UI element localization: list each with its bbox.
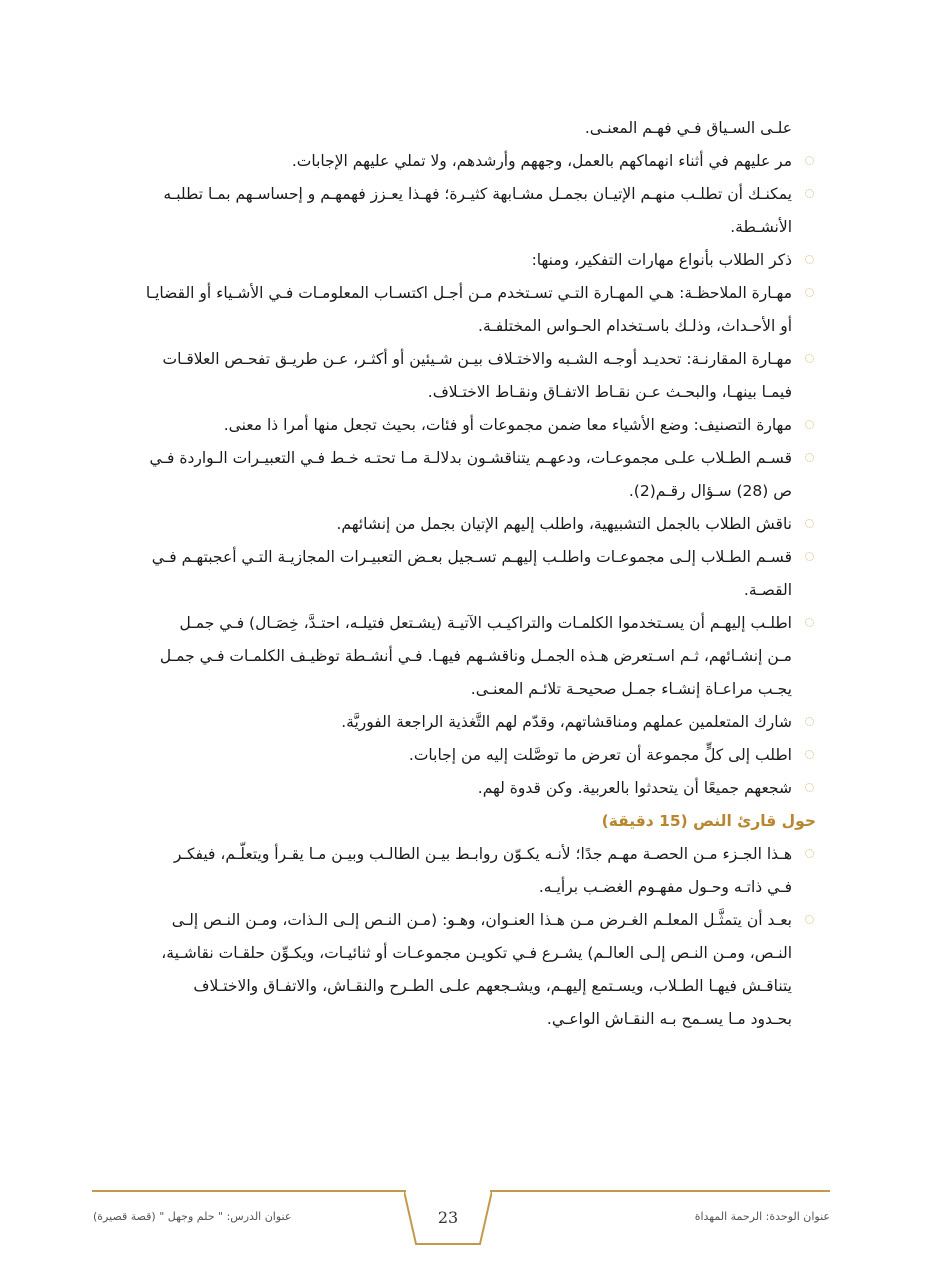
list-item-line: اطلـب إليهـم أن يسـتخدموا الكلمـات والتراكيـب الآتيـة (يشـتعل فتيلـه، احتـدَّ، خِصَـال) فـي جمـل xyxy=(179,614,792,632)
reader-section-list xyxy=(88,838,816,1036)
list-item-line: مهـارة الملاحظـة: هـي المهـارة التـي تسـتخدم مـن أجـل اكتسـاب المعلومـات فـي الأشـياء أو القضايـا xyxy=(145,284,792,302)
list-item-line: شارك المتعلمين عملهم ومناقشاتهم، وقدّم لهم التَّغذية الراجعة الفوريَّة. xyxy=(341,713,792,731)
section-heading: حول قارئ النص (15 دقيقة) xyxy=(601,812,816,830)
footer-lesson-title: عنوان الدرس: " حلم وجهل " (قصة قصيرة) xyxy=(93,1210,292,1223)
intro-line: علـى السـياق فـي فهـم المعنـى. xyxy=(584,119,792,137)
list-item-line: اطلب إلى كلٍّ مجموعة أن تعرض ما توصَّلت إليه من إجابات. xyxy=(408,746,792,764)
list-item-line: مهـارة المقارنـة: تحديـد أوجـه الشـبه والاختـلاف بيـن شـيئين أو أكثـر، عـن طريـق تفحـص العلاقـات xyxy=(162,350,792,368)
list-item xyxy=(88,442,816,508)
footer-unit-title: عنوان الوحدة: الرحمة المهداة xyxy=(694,1210,830,1223)
bullet-icon xyxy=(805,783,814,792)
bullet-icon xyxy=(805,552,814,561)
instruction-list xyxy=(88,145,816,805)
list-item-line: قسـم الطـلاب إلـى مجموعـات واطلـب إليهـم تسـجيل بعـض التعبيـرات المجازيـة التـي أعجبتهـم فـي xyxy=(151,548,792,566)
list-item xyxy=(88,277,816,343)
footer-rule-right xyxy=(490,1190,830,1192)
list-item-line: يجـب مراعـاة إنشـاء جمـل صحيحـة تلائـم المعنـى. xyxy=(470,680,792,698)
list-item-line: القصـة. xyxy=(743,581,792,599)
list-item-line: شجعهم جميعًا أن يتحدثوا بالعربية. وكن قدوة لهم. xyxy=(477,779,792,797)
list-item-line: ذكر الطلاب بأنواع مهارات التفكير، ومنها: xyxy=(531,251,792,269)
list-item xyxy=(88,409,816,442)
list-item-line: هـذا الجـزء مـن الحصـة مهـم جدًا؛ لأنـه يكـوّن روابـط بيـن الطالـب وبيـن مـا يقـرأ ويتعلّـم، فيفكـر xyxy=(173,845,792,863)
list-item xyxy=(88,838,816,904)
list-item xyxy=(88,178,816,244)
list-item xyxy=(88,343,816,409)
bullet-icon xyxy=(805,519,814,528)
list-item xyxy=(88,607,816,706)
list-item-line: يتناقـش فيهـا الطـلاب، ويسـتمع إليهـم، ويشـجعهم علـى الطـرح والنقـاش، والاتفـاق والاختـلاف xyxy=(193,977,792,995)
list-item-line: الأنشـطة. xyxy=(730,218,792,236)
list-item-line: بحـدود مـا يسـمح بـه النقـاش الواعـي. xyxy=(546,1010,792,1028)
list-item-line: بعـد أن يتمثَّـل المعلـم الغـرض مـن هـذا العنـوان، وهـو: (مـن النـص إلـى الـذات، ومـن النـص إلـى xyxy=(171,911,792,929)
list-item-line: فيمـا بينهـا، والبحـث عـن نقـاط الاتفـاق ونقـاط الاختـلاف. xyxy=(427,383,792,401)
bullet-icon xyxy=(805,915,814,924)
bullet-icon xyxy=(805,717,814,726)
list-item-line: مهارة التصنيف: وضع الأشياء معا ضمن مجموعات أو فئات، بحيث تجعل منها أمرا ذا معنى. xyxy=(223,416,792,434)
list-item xyxy=(88,772,816,805)
list-item xyxy=(88,145,816,178)
bullet-icon xyxy=(805,156,814,165)
list-item-line: مـن إنشـائهم، ثـم اسـتعرض هـذه الجمـل وناقشـهم فيهـا. فـي أنشـطة توظيـف الكلمـات فـي جمـل xyxy=(159,647,792,665)
list-item-line: مر عليهم في أثناء انهماكهم بالعمل، وجههم وأرشدهم، ولا تملي عليهم الإجابات. xyxy=(291,152,792,170)
main-content xyxy=(88,112,816,1036)
list-item xyxy=(88,904,816,1036)
list-item-line: فـي ذاتـه وحـول مفهـوم الغضـب برأيـه. xyxy=(538,878,792,896)
page-number: 23 xyxy=(437,1208,459,1227)
bullet-icon xyxy=(805,255,814,264)
bullet-icon xyxy=(805,849,814,858)
bullet-icon xyxy=(805,288,814,297)
bullet-icon xyxy=(805,189,814,198)
list-item xyxy=(88,244,816,277)
list-item xyxy=(88,706,816,739)
list-item xyxy=(88,739,816,772)
bullet-icon xyxy=(805,618,814,627)
list-item xyxy=(88,541,816,607)
list-item-line: أو الأحـداث، وذلـك باسـتخدام الحـواس المختلفـة. xyxy=(478,317,792,335)
bullet-icon xyxy=(805,420,814,429)
list-item-line: قسـم الطـلاب علـى مجموعـات، ودعهـم يتناقشـون بدلالـة مـا تحتـه خـط فـي التعبيـرات الـواردة فـي xyxy=(149,449,792,467)
bullet-icon xyxy=(805,453,814,462)
list-item-line: ص (28) سـؤال رقـم(2). xyxy=(628,482,792,500)
list-item-line: ناقش الطلاب بالجمل التشبيهية، واطلب إليهم الإتيان بجمل من إنشائهم. xyxy=(336,515,792,533)
footer-rule-left xyxy=(92,1190,406,1192)
bullet-icon xyxy=(805,750,814,759)
list-item-line: النـص، ومـن النـص إلـى العالـم) يشـرع فـي تكويـن مجموعـات أو ثنائيـات، ويكـوِّن حلقـات نقاشـية، xyxy=(161,944,792,962)
list-item xyxy=(88,508,816,541)
bullet-icon xyxy=(805,354,814,363)
list-item-line: يمكنـك أن تطلـب منهـم الإتيـان بجمـل مشـابهة كثيـرة؛ فهـذا يعـزز فهمهـم و إحساسـهم بمـا تطلبـه xyxy=(163,185,792,203)
